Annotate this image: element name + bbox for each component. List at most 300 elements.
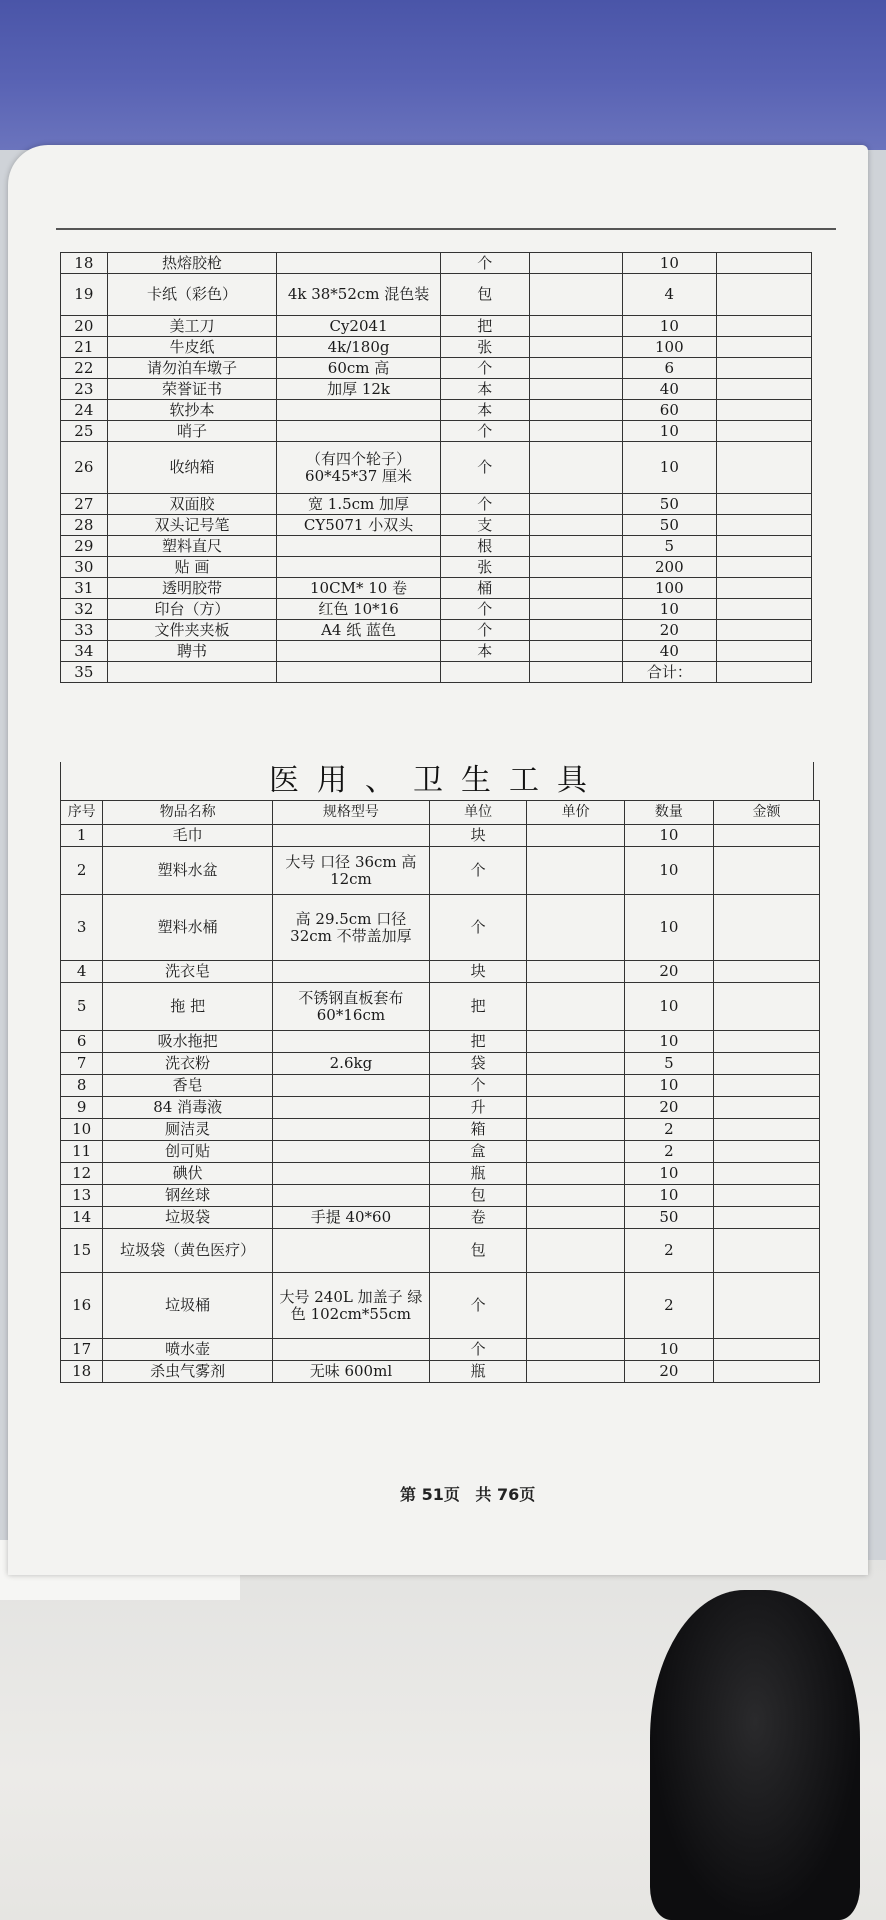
cell-price	[529, 253, 622, 274]
cell-unit: 包	[429, 1185, 527, 1207]
cell-unit: 个	[429, 1339, 527, 1361]
cell-unit: 张	[440, 557, 529, 578]
cell-no: 20	[61, 316, 108, 337]
cell-amount	[716, 599, 812, 620]
cell-spec	[272, 1097, 429, 1119]
header-no: 序号	[61, 801, 103, 825]
cell-amount	[716, 515, 812, 536]
cell-name: 吸水拖把	[103, 1031, 273, 1053]
cell-name: 美工刀	[107, 316, 277, 337]
cell-price	[527, 825, 625, 847]
cell-qty: 合计：	[623, 662, 716, 683]
table-row	[61, 421, 812, 442]
cell-spec: 手提 40*60	[272, 1207, 429, 1229]
cell-price	[527, 983, 625, 1031]
cell-no: 23	[61, 379, 108, 400]
cell-name: 毛巾	[103, 825, 273, 847]
cell-no: 5	[61, 983, 103, 1031]
cell-price	[527, 961, 625, 983]
table-row	[61, 620, 812, 641]
cell-name: 双面胶	[107, 494, 277, 515]
cell-qty: 10	[624, 825, 713, 847]
table-row	[61, 274, 812, 316]
table-row	[61, 825, 820, 847]
cell-qty: 10	[623, 253, 716, 274]
background-blue-wall	[0, 0, 886, 150]
cell-name: 垃圾桶	[103, 1273, 273, 1339]
cell-amount	[716, 641, 812, 662]
cell-no: 18	[61, 253, 108, 274]
cell-unit: 个	[429, 847, 527, 895]
cell-price	[529, 316, 622, 337]
table-row	[61, 337, 812, 358]
cell-amount	[713, 1141, 819, 1163]
cell-name: 聘书	[107, 641, 277, 662]
cell-price	[529, 536, 622, 557]
cell-unit: 桶	[440, 578, 529, 599]
cell-qty: 10	[623, 421, 716, 442]
cell-spec: 2.6kg	[272, 1053, 429, 1075]
cell-qty: 20	[624, 961, 713, 983]
cell-no: 32	[61, 599, 108, 620]
table-row	[61, 1053, 820, 1075]
cell-unit: 块	[429, 825, 527, 847]
cell-name: 香皂	[103, 1075, 273, 1097]
cell-spec: 大号 口径 36cm 高 12cm	[272, 847, 429, 895]
cell-price	[529, 379, 622, 400]
cell-amount	[716, 662, 812, 683]
cell-price	[527, 1141, 625, 1163]
cell-price	[527, 1361, 625, 1383]
cell-price	[527, 1207, 625, 1229]
cell-amount	[713, 1097, 819, 1119]
table-row	[61, 494, 812, 515]
cell-qty: 10	[623, 442, 716, 494]
cell-name: 牛皮纸	[107, 337, 277, 358]
cell-no: 15	[61, 1229, 103, 1273]
table-row	[61, 557, 812, 578]
cell-no: 14	[61, 1207, 103, 1229]
cell-price	[529, 641, 622, 662]
cell-no: 22	[61, 358, 108, 379]
supplies-table-top	[60, 252, 812, 683]
cell-spec	[272, 825, 429, 847]
cell-name	[107, 662, 277, 683]
table-row	[61, 1273, 820, 1339]
cell-no: 4	[61, 961, 103, 983]
cell-spec: 宽 1.5cm 加厚	[277, 494, 440, 515]
cell-price	[527, 1075, 625, 1097]
cell-name: 厕洁灵	[103, 1119, 273, 1141]
cell-spec: 红色 10*16	[277, 599, 440, 620]
cell-qty: 20	[624, 1097, 713, 1119]
cell-price	[529, 599, 622, 620]
cell-name: 钢丝球	[103, 1185, 273, 1207]
cell-amount	[713, 1273, 819, 1339]
cell-amount	[716, 253, 812, 274]
cell-price	[529, 578, 622, 599]
cell-unit	[440, 662, 529, 683]
cell-no: 6	[61, 1031, 103, 1053]
cell-price	[529, 358, 622, 379]
table-row	[61, 895, 820, 961]
cell-spec: CY5071 小双头	[277, 515, 440, 536]
cell-spec: 10CM* 10 卷	[277, 578, 440, 599]
cell-no: 16	[61, 1273, 103, 1339]
table-row	[61, 1075, 820, 1097]
cell-unit: 个	[440, 253, 529, 274]
cell-price	[529, 442, 622, 494]
cell-qty: 100	[623, 578, 716, 599]
table-row	[61, 1097, 820, 1119]
cell-price	[529, 274, 622, 316]
cell-spec	[277, 400, 440, 421]
cell-spec	[272, 1141, 429, 1163]
table-row	[61, 1119, 820, 1141]
cell-price	[527, 1229, 625, 1273]
cell-qty: 10	[624, 1339, 713, 1361]
cell-qty: 5	[623, 536, 716, 557]
cell-name: 垃圾袋（黄色医疗）	[103, 1229, 273, 1273]
table-row	[61, 358, 812, 379]
cell-qty: 50	[623, 494, 716, 515]
cell-no: 29	[61, 536, 108, 557]
cell-unit: 本	[440, 641, 529, 662]
cell-spec: 无味 600ml	[272, 1361, 429, 1383]
cell-qty: 10	[624, 895, 713, 961]
cell-qty: 10	[624, 1163, 713, 1185]
cell-unit: 个	[429, 895, 527, 961]
cell-spec: A4 纸 蓝色	[277, 620, 440, 641]
cell-spec	[272, 1031, 429, 1053]
cell-amount	[713, 1119, 819, 1141]
table-row	[61, 379, 812, 400]
cell-amount	[716, 358, 812, 379]
cell-unit: 个	[440, 421, 529, 442]
cell-amount	[713, 1361, 819, 1383]
table-row	[61, 442, 812, 494]
header-price: 单价	[527, 801, 625, 825]
cell-spec	[272, 1339, 429, 1361]
cell-no: 10	[61, 1119, 103, 1141]
cell-unit: 块	[429, 961, 527, 983]
cell-unit: 把	[429, 983, 527, 1031]
cell-unit: 箱	[429, 1119, 527, 1141]
cell-unit: 支	[440, 515, 529, 536]
cell-amount	[713, 1031, 819, 1053]
cell-amount	[713, 1185, 819, 1207]
cell-no: 28	[61, 515, 108, 536]
cell-qty: 20	[624, 1361, 713, 1383]
cell-spec	[272, 1229, 429, 1273]
cell-unit: 包	[429, 1229, 527, 1273]
cell-name: 塑料水桶	[103, 895, 273, 961]
cell-no: 18	[61, 1361, 103, 1383]
cell-amount	[716, 337, 812, 358]
cell-amount	[713, 895, 819, 961]
cell-amount	[716, 421, 812, 442]
cell-unit: 个	[440, 358, 529, 379]
cell-amount	[716, 620, 812, 641]
cell-unit: 张	[440, 337, 529, 358]
cell-amount	[716, 442, 812, 494]
cell-name: 透明胶带	[107, 578, 277, 599]
cell-amount	[713, 847, 819, 895]
supplies-table-medical	[60, 800, 820, 1383]
cell-price	[527, 1163, 625, 1185]
cell-unit: 把	[429, 1031, 527, 1053]
cell-unit: 升	[429, 1097, 527, 1119]
cell-unit: 包	[440, 274, 529, 316]
cell-spec: 4k 38*52cm 混色装	[277, 274, 440, 316]
cell-qty: 10	[623, 599, 716, 620]
cell-no: 12	[61, 1163, 103, 1185]
cell-no: 8	[61, 1075, 103, 1097]
cell-spec	[277, 662, 440, 683]
cell-spec	[277, 536, 440, 557]
table-row	[61, 1185, 820, 1207]
cell-spec: 加厚 12k	[277, 379, 440, 400]
cell-name: 洗衣粉	[103, 1053, 273, 1075]
cell-qty: 10	[624, 1075, 713, 1097]
cell-no: 17	[61, 1339, 103, 1361]
cell-qty: 40	[623, 641, 716, 662]
cell-price	[529, 662, 622, 683]
cell-unit: 瓶	[429, 1361, 527, 1383]
cell-name: 文件夹夹板	[107, 620, 277, 641]
cell-spec: 4k/180g	[277, 337, 440, 358]
table-row	[61, 400, 812, 421]
cell-no: 26	[61, 442, 108, 494]
table-row	[61, 1229, 820, 1273]
cell-no: 33	[61, 620, 108, 641]
cell-price	[529, 337, 622, 358]
cell-price	[527, 1031, 625, 1053]
cell-no: 1	[61, 825, 103, 847]
cell-spec: 不锈钢直板套布 60*16cm	[272, 983, 429, 1031]
table-row	[61, 316, 812, 337]
table-row	[61, 961, 820, 983]
header-name: 物品名称	[103, 801, 273, 825]
cell-price	[527, 895, 625, 961]
cell-no: 7	[61, 1053, 103, 1075]
cell-unit: 根	[440, 536, 529, 557]
table-row	[61, 1031, 820, 1053]
cell-name: 杀虫气雾剂	[103, 1361, 273, 1383]
cell-qty: 2	[624, 1229, 713, 1273]
cell-amount	[713, 1053, 819, 1075]
cell-no: 21	[61, 337, 108, 358]
cell-no: 9	[61, 1097, 103, 1119]
cell-amount	[713, 1229, 819, 1273]
cell-name: 垃圾袋	[103, 1207, 273, 1229]
cell-no: 30	[61, 557, 108, 578]
page-footer	[400, 1482, 545, 1505]
header-qty: 数量	[624, 801, 713, 825]
table-row	[61, 1163, 820, 1185]
cell-price	[529, 515, 622, 536]
cell-amount	[716, 400, 812, 421]
cell-name: 印台（方）	[107, 599, 277, 620]
cell-name: 贴 画	[107, 557, 277, 578]
cell-name: 喷水壶	[103, 1339, 273, 1361]
cell-qty: 40	[623, 379, 716, 400]
cell-no: 25	[61, 421, 108, 442]
cell-spec	[272, 1075, 429, 1097]
cell-amount	[716, 536, 812, 557]
table-row	[61, 578, 812, 599]
cell-amount	[716, 557, 812, 578]
cell-name: 创可贴	[103, 1141, 273, 1163]
cell-spec: （有四个轮子）60*45*37 厘米	[277, 442, 440, 494]
cell-name: 哨子	[107, 421, 277, 442]
cell-qty: 10	[624, 847, 713, 895]
cell-spec	[272, 1119, 429, 1141]
cell-amount	[716, 494, 812, 515]
cell-amount	[716, 379, 812, 400]
cell-price	[529, 494, 622, 515]
cell-spec: 大号 240L 加盖子 绿色 102cm*55cm	[272, 1273, 429, 1339]
cell-unit: 盒	[429, 1141, 527, 1163]
cell-qty: 6	[623, 358, 716, 379]
table-row	[61, 983, 820, 1031]
cell-amount	[713, 983, 819, 1031]
cell-amount	[713, 825, 819, 847]
cell-price	[527, 1097, 625, 1119]
cell-no: 31	[61, 578, 108, 599]
cell-price	[527, 1339, 625, 1361]
cell-qty: 2	[624, 1119, 713, 1141]
table-row	[61, 662, 812, 683]
cell-qty: 10	[624, 1031, 713, 1053]
cell-spec	[272, 961, 429, 983]
cell-qty: 20	[623, 620, 716, 641]
cell-unit: 个	[440, 442, 529, 494]
cell-qty: 2	[624, 1273, 713, 1339]
cell-no: 34	[61, 641, 108, 662]
cell-qty: 50	[624, 1207, 713, 1229]
header-amount: 金额	[713, 801, 819, 825]
cell-name: 洗衣皂	[103, 961, 273, 983]
header-rule	[56, 228, 836, 230]
cell-spec	[272, 1185, 429, 1207]
header-unit: 单位	[429, 801, 527, 825]
cell-qty: 5	[624, 1053, 713, 1075]
cell-price	[527, 1273, 625, 1339]
cell-spec	[277, 253, 440, 274]
cell-price	[529, 400, 622, 421]
cell-spec	[272, 1163, 429, 1185]
cell-price	[527, 847, 625, 895]
shoe-photo	[650, 1590, 860, 1920]
table-row	[61, 515, 812, 536]
cell-no: 19	[61, 274, 108, 316]
cell-qty: 10	[624, 1185, 713, 1207]
table-row	[61, 847, 820, 895]
cell-no: 3	[61, 895, 103, 961]
cell-no: 11	[61, 1141, 103, 1163]
cell-unit: 个	[440, 620, 529, 641]
cell-qty: 2	[624, 1141, 713, 1163]
cell-unit: 本	[440, 400, 529, 421]
table-row	[61, 536, 812, 557]
cell-spec: 高 29.5cm 口径 32cm 不带盖加厚	[272, 895, 429, 961]
cell-unit: 个	[429, 1075, 527, 1097]
section-title: 医用、卫生工具	[60, 762, 814, 800]
cell-spec: 60cm 高	[277, 358, 440, 379]
cell-name: 塑料直尺	[107, 536, 277, 557]
cell-unit: 卷	[429, 1207, 527, 1229]
cell-name: 84 消毒液	[103, 1097, 273, 1119]
cell-qty: 60	[623, 400, 716, 421]
cell-amount	[713, 1339, 819, 1361]
cell-qty: 10	[623, 316, 716, 337]
table-row	[61, 641, 812, 662]
cell-no: 35	[61, 662, 108, 683]
cell-price	[529, 557, 622, 578]
cell-unit: 把	[440, 316, 529, 337]
cell-name: 塑料水盆	[103, 847, 273, 895]
table-row	[61, 1361, 820, 1383]
cell-qty: 200	[623, 557, 716, 578]
cell-name: 荣誉证书	[107, 379, 277, 400]
cell-price	[527, 1185, 625, 1207]
table-row	[61, 253, 812, 274]
cell-name: 碘伏	[103, 1163, 273, 1185]
cell-spec	[277, 557, 440, 578]
cell-name: 软抄本	[107, 400, 277, 421]
cell-unit: 个	[440, 494, 529, 515]
table-row	[61, 1207, 820, 1229]
cell-no: 24	[61, 400, 108, 421]
cell-unit: 个	[429, 1273, 527, 1339]
cell-amount	[713, 1207, 819, 1229]
cell-price	[529, 620, 622, 641]
header-spec: 规格型号	[272, 801, 429, 825]
cell-name: 请勿泊车墩子	[107, 358, 277, 379]
table-row	[61, 599, 812, 620]
table-row	[61, 1141, 820, 1163]
cell-unit: 袋	[429, 1053, 527, 1075]
cell-name: 双头记号笔	[107, 515, 277, 536]
cell-qty: 100	[623, 337, 716, 358]
table-row	[61, 1339, 820, 1361]
cell-price	[527, 1053, 625, 1075]
cell-name: 收纳箱	[107, 442, 277, 494]
cell-amount	[713, 1075, 819, 1097]
cell-price	[527, 1119, 625, 1141]
cell-no: 27	[61, 494, 108, 515]
cell-unit: 瓶	[429, 1163, 527, 1185]
cell-name: 拖 把	[103, 983, 273, 1031]
cell-name: 卡纸（彩色）	[107, 274, 277, 316]
cell-amount	[716, 316, 812, 337]
table-header-row	[61, 801, 820, 825]
cell-qty: 50	[623, 515, 716, 536]
cell-amount	[716, 578, 812, 599]
cell-amount	[716, 274, 812, 316]
cell-unit: 本	[440, 379, 529, 400]
cell-name: 热熔胶枪	[107, 253, 277, 274]
cell-qty: 10	[624, 983, 713, 1031]
cell-spec	[277, 641, 440, 662]
cell-spec: Cy2041	[277, 316, 440, 337]
page-total: 共 76页	[475, 1485, 536, 1504]
cell-amount	[713, 1163, 819, 1185]
cell-no: 2	[61, 847, 103, 895]
cell-qty: 4	[623, 274, 716, 316]
page-number: 第 51页	[400, 1485, 460, 1504]
